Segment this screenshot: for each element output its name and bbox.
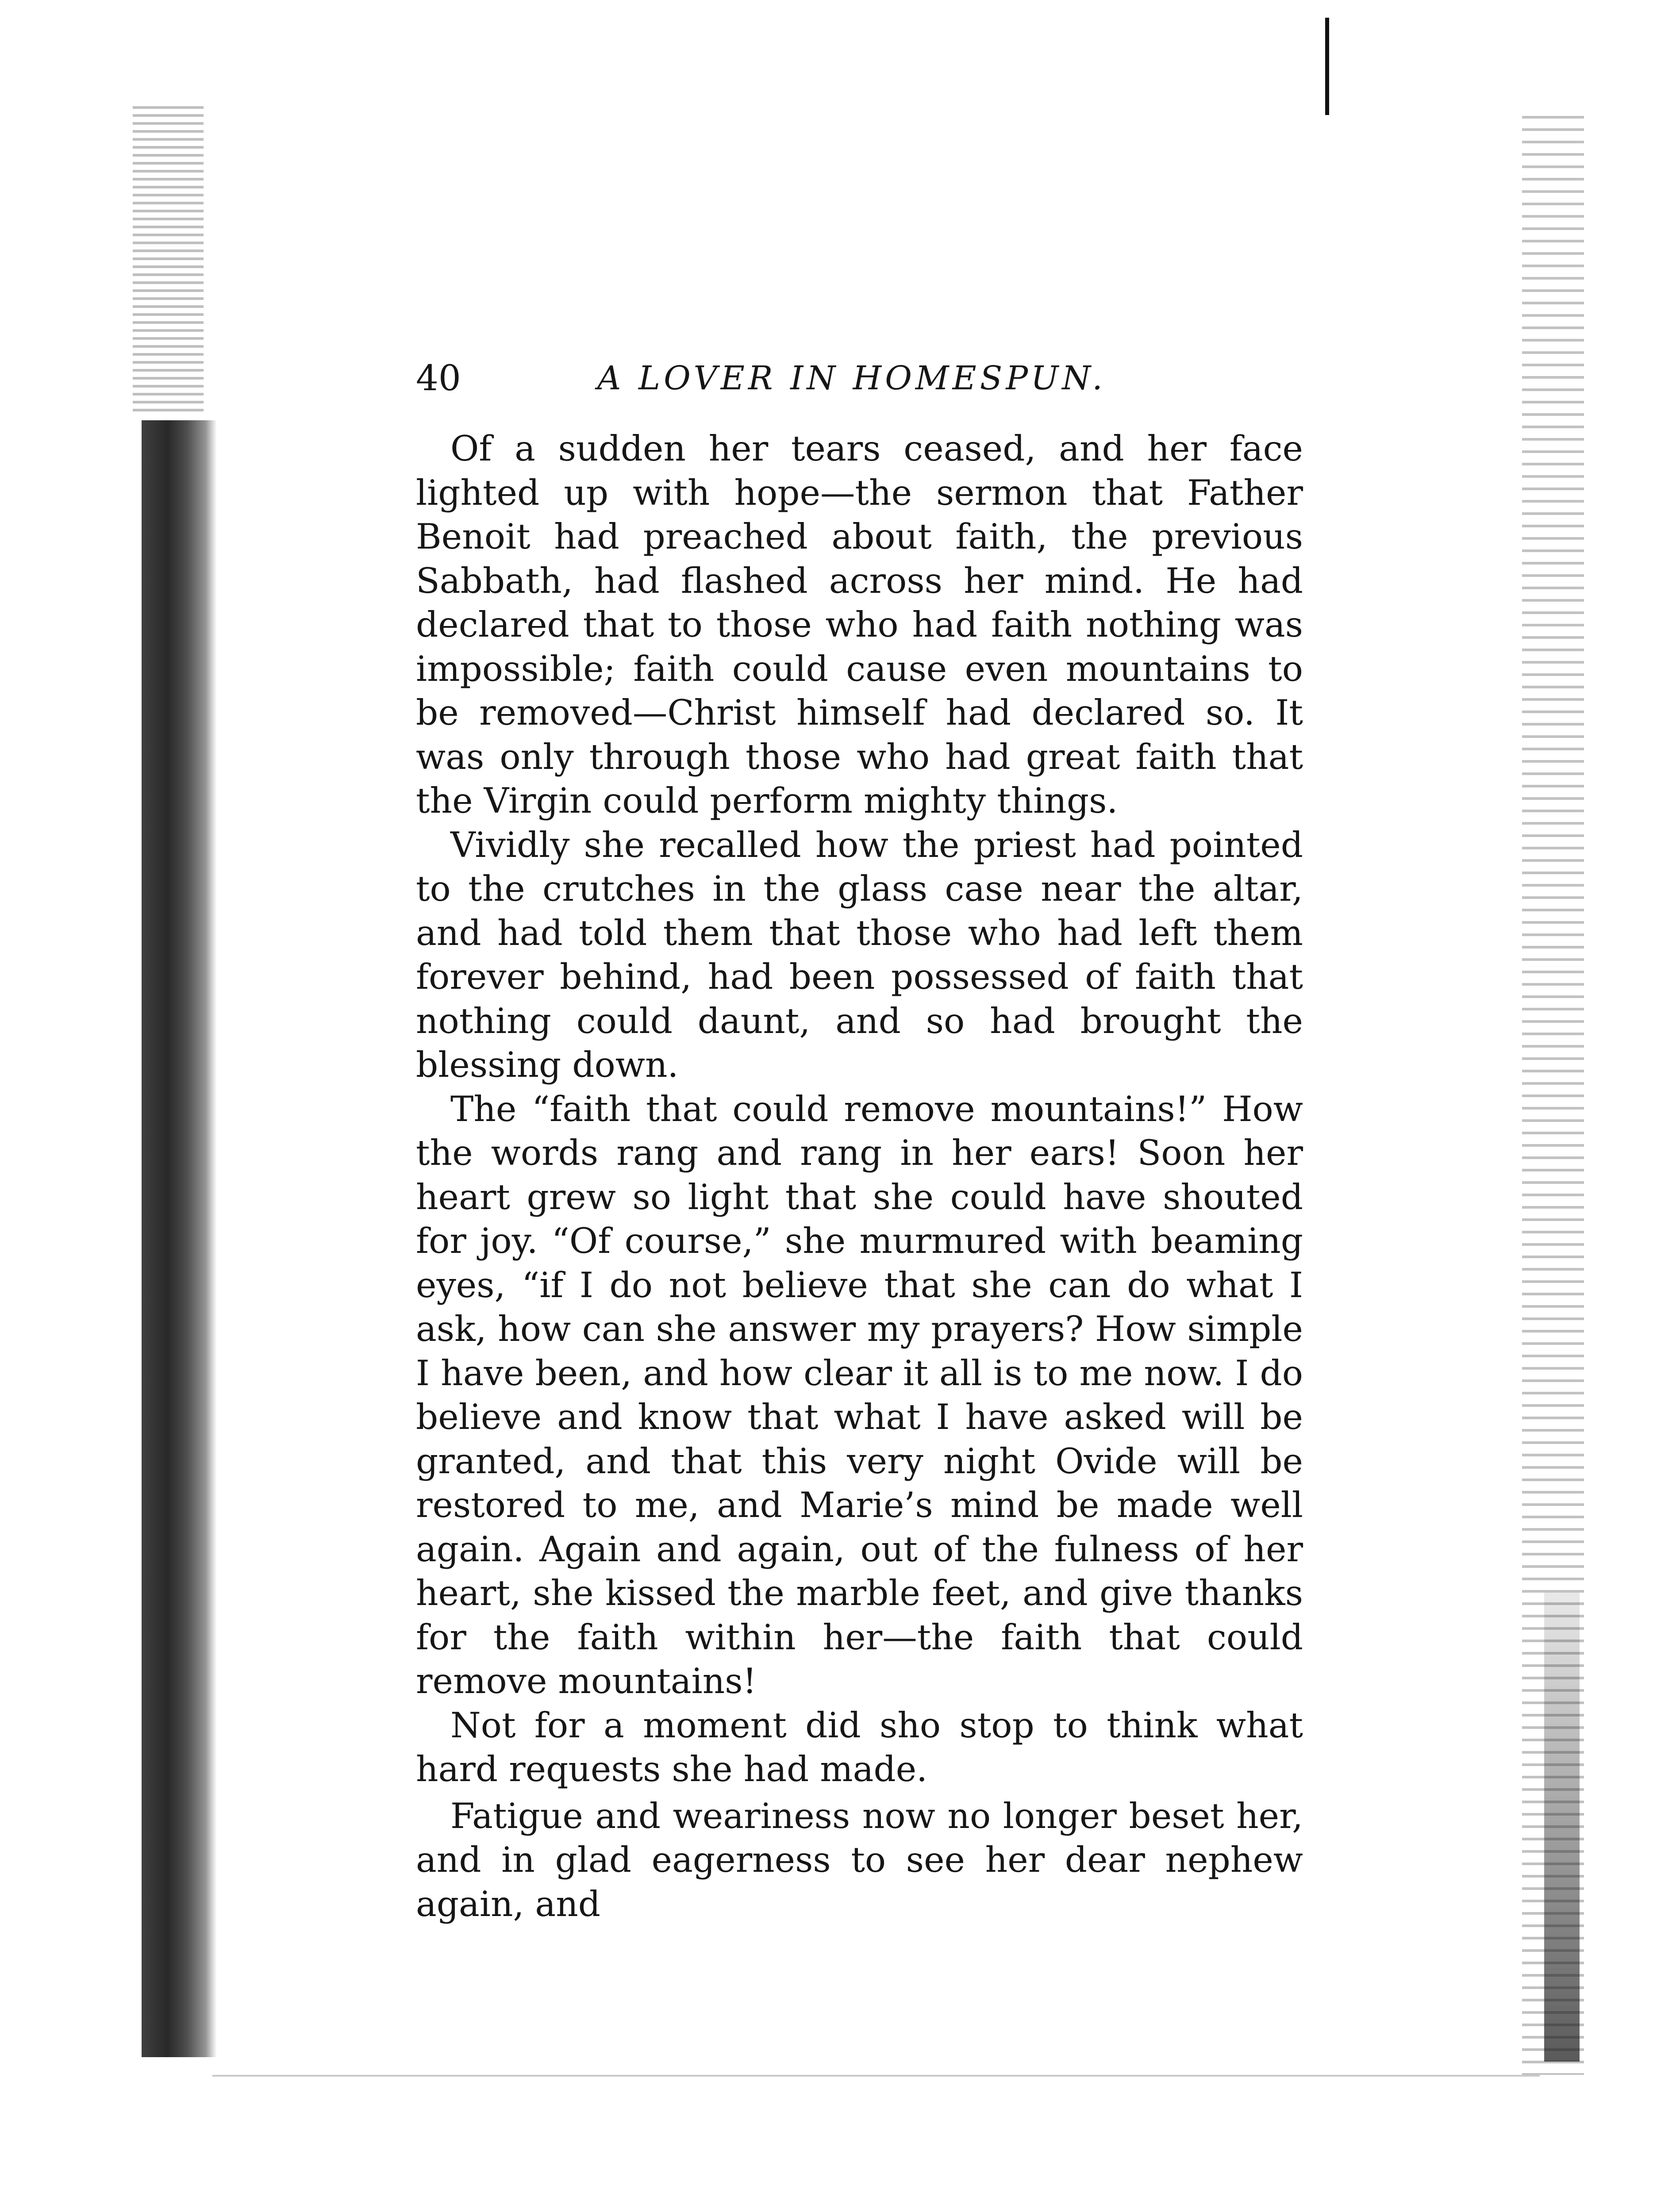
paragraph: Fatigue and weariness now no longer beset her, and in glad eagerness to see her dear nephew again, and — [416, 1795, 1303, 1924]
scan-mark — [1325, 18, 1329, 115]
binding-edge-shadow — [142, 420, 217, 2057]
body-text — [416, 427, 1303, 1926]
paragraph: The “faith that could remove mountains!” How the words rang and rang in her ears! Soon her heart grew so light that she could have shouted for joy. “Of course,” she murmured with beaming eyes, “if I do not believe that she can do what I ask, how can she answer my prayers? How simple I have been, and how clear it all is to me now. I do believe and know that what I have asked will be granted, and that this very night Ovide will be restored to me, and Marie’s mind be made well again. Again and again, out of the fulness of her heart, she kissed the marble feet, and give thanks for the faith within her—the faith that could remove mountains! — [416, 1088, 1303, 1701]
page-right-edge-dark — [1544, 1593, 1580, 2062]
paragraph: Vividly she recalled how the priest had pointed to the crutches in the glass case near the altar, and had told them that those who had left them forever behind, had been possessed of faith that nothing could daunt, and so had brought the blessing down. — [416, 824, 1303, 1085]
page-header — [416, 354, 1106, 403]
binding-edge-shadow-top — [133, 106, 204, 416]
paragraph: Of a sudden her tears ceased, and her face lighted up with hope—the sermon that Father Benoit had preached about faith, the previous Sabbath, had flashed across her mind. He had declared that to those who had faith nothing was impossible; faith could cause even mountains to be removed—Christ himself had declared so. It was only through those who had great faith that the Virgin could perform mighty things. — [416, 428, 1303, 821]
page-number: 40 — [416, 357, 461, 399]
page-bottom-edge — [212, 2075, 1540, 2077]
running-title: A LOVER IN HOMESPUN. — [597, 359, 1106, 397]
paragraph: Not for a moment did sho stop to think what hard requests she had made. — [416, 1705, 1303, 1790]
